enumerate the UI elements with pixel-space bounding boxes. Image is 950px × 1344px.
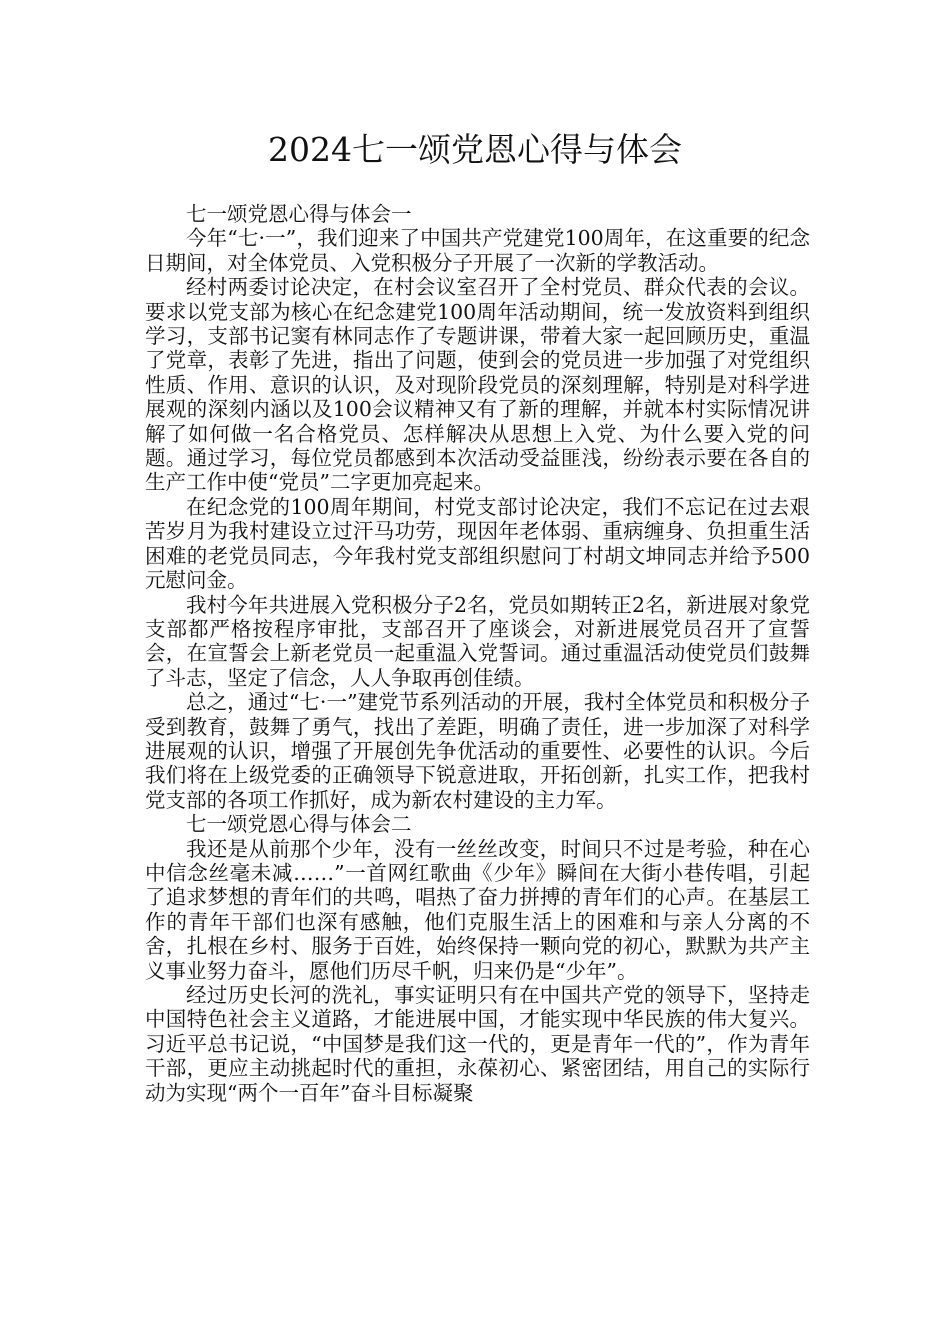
paragraph: 今年“七·一”，我们迎来了中国共产党建党100周年，在这重要的纪念日期间，对全体党员、入党积极分子开展了一次新的学教活动。: [145, 226, 810, 275]
paragraph: 经村两委讨论决定，在村会议室召开了全村党员、群众代表的会议。要求以党支部为核心在纪念建党100周年活动期间，统一发放资料到组织学习，支部书记窦有林同志作了专题讲课，带着大家一起回顾历史，重温了党章，表彰了先进，指出了问题，使到会的党员进一步加强了对党组织性质、作用、意识的认识，及对现阶段党员的深刻理解，特别是对科学进展观的深刻内涵以及100会议精神又有了新的理解，并就本村实际情况讲解了如何做一名合格党员、怎样解决从思想上入党、为什么要入党的问题。通过学习，每位党员都感到本次活动受益匪浅，纷纷表示要在各自的生产工作中使“党员”二字更加亮起来。: [145, 275, 810, 495]
paragraph: 我村今年共进展入党积极分子2名，党员如期转正2名，新进展对象党支部都严格按程序审批，支部召开了座谈会，对新进展党员召开了宣誓会，在宣誓会上新老党员一起重温入党誓词。通过重温活动使党员们鼓舞了斗志，坚定了信念，人人争取再创佳绩。: [145, 592, 810, 690]
section-2: [145, 812, 810, 1105]
paragraph: 经过历史长河的洗礼，事实证明只有在中国共产党的领导下，坚持走中国特色社会主义道路，才能进展中国，才能实现中华民族的伟大复兴。习近平总书记说，“中国梦是我们这一代的，更是青年一代的”，作为青年干部，更应主动挑起时代的重担，永葆初心、紧密团结，用自己的实际行动为实现“两个一百年”奋斗目标凝聚: [145, 983, 810, 1105]
section-1: [145, 202, 810, 812]
paragraph: 总之，通过“七·一”建党节系列活动的开展，我村全体党员和积极分子受到教育，鼓舞了勇气，找出了差距，明确了责任，进一步加深了对科学进展观的认识，增强了开展创先争优活动的重要性、必要性的认识。今后我们将在上级党委的正确领导下锐意进取，开拓创新，扎实工作，把我村党支部的各项工作抓好，成为新农村建设的主力军。: [145, 690, 810, 812]
section-heading: 七一颂党恩心得与体会一: [186, 202, 412, 226]
section-heading: 七一颂党恩心得与体会二: [186, 812, 412, 837]
document-title: 2024七一颂党恩心得与体会: [268, 130, 682, 169]
document-body: [145, 202, 810, 1105]
paragraph: 我还是从前那个少年，没有一丝丝改变，时间只不过是考验，种在心中信念丝毫未减……”一首网红歌曲《少年》瞬间在大街小巷传唱，引起了追求梦想的青年们的共鸣，唱热了奋力拼搏的青年们的心声。在基层工作的青年干部们也深有感触，他们克服生活上的困难和与亲人分离的不舍，扎根在乡村、服务于百姓，始终保持一颗向党的初心，默默为共产主义事业努力奋斗，愿他们历尽千帆，归来仍是“少年”。: [145, 836, 810, 983]
paragraph: 在纪念党的100周年期间，村党支部讨论决定，我们不忘记在过去艰苦岁月为我村建设立过汗马功劳，现因年老体弱、重病缠身、负担重生活困难的老党员同志，今年我村党支部组织慰问丁村胡文坤同志并给予500元慰问金。: [145, 494, 810, 593]
